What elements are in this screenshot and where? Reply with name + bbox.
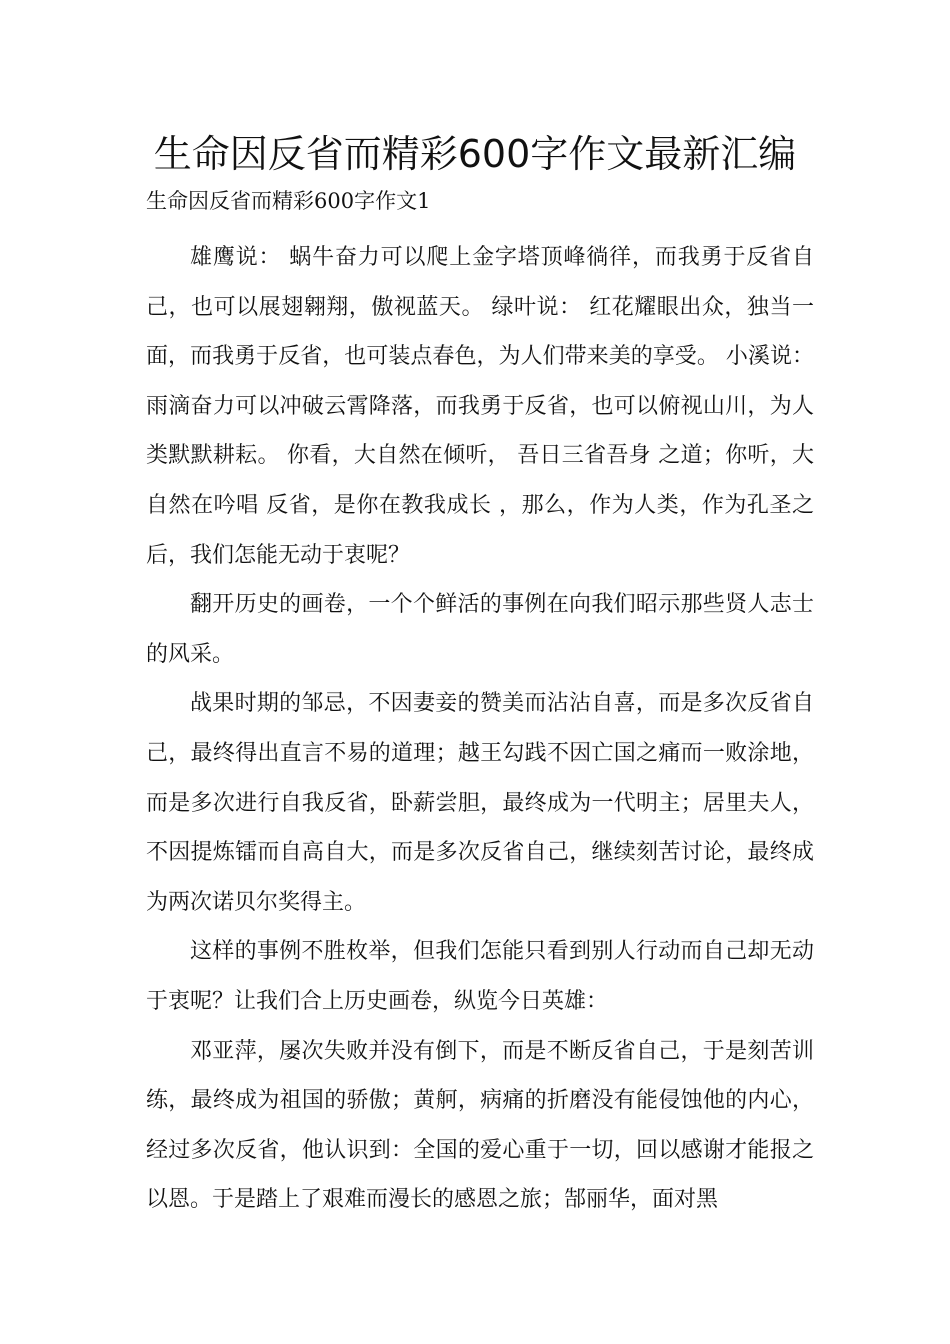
- document-body: [146, 233, 814, 1225]
- paragraph: 翻开历史的画卷，一个个鲜活的事例在向我们昭示那些贤人志士的风采。: [146, 592, 814, 667]
- paragraph: 邓亚萍，屡次失败并没有倒下，而是不断反省自己，于是刻苦训练，最终成为祖国的骄傲；黄舸，病痛的折磨没有能侵蚀他的内心，经过多次反省，他认识到：全国的爱心重于一切，回以感谢才能报之以恩。于是踏上了艰难而漫长的感恩之旅；郜丽华，面对黑: [146, 1038, 814, 1213]
- document-subtitle: 生命因反省而精彩600字作文1: [146, 189, 431, 213]
- paragraph: 雄鹰说： 蜗牛奋力可以爬上金字塔顶峰徜徉，而我勇于反省自己，也可以展翅翱翔，傲视蓝天。 绿叶说： 红花耀眼出众，独当一面，而我勇于反省，也可装点春色，为人们带来美的享受。 小溪说： 雨滴奋力可以冲破云霄降落，而我勇于反省，也可以俯视山川，为人类默默耕耘。 你看，大自然在倾听， 吾日三省吾身 之道；你听，大自然在吟唱 反省，是你在教我成长 ，那么，作为人类，作为孔圣之后，我们怎能无动于衷呢？: [146, 245, 814, 568]
- paragraph: 战果时期的邹忌，不因妻妾的赞美而沾沾自喜，而是多次反省自己，最终得出直言不易的道理；越王勾践不因亡国之痛而一败涂地，而是多次进行自我反省，卧薪尝胆，最终成为一代明主；居里夫人，不因提炼镭而自高自大，而是多次反省自己，继续刻苦讨论，最终成为两次诺贝尔奖得主。: [146, 691, 814, 915]
- document-title: 生命因反省而精彩600字作文最新汇编: [153, 132, 797, 176]
- paragraph: 这样的事例不胜枚举，但我们怎能只看到别人行动而自己却无动于衷呢？让我们合上历史画卷，纵览今日英雄：: [146, 939, 814, 1014]
